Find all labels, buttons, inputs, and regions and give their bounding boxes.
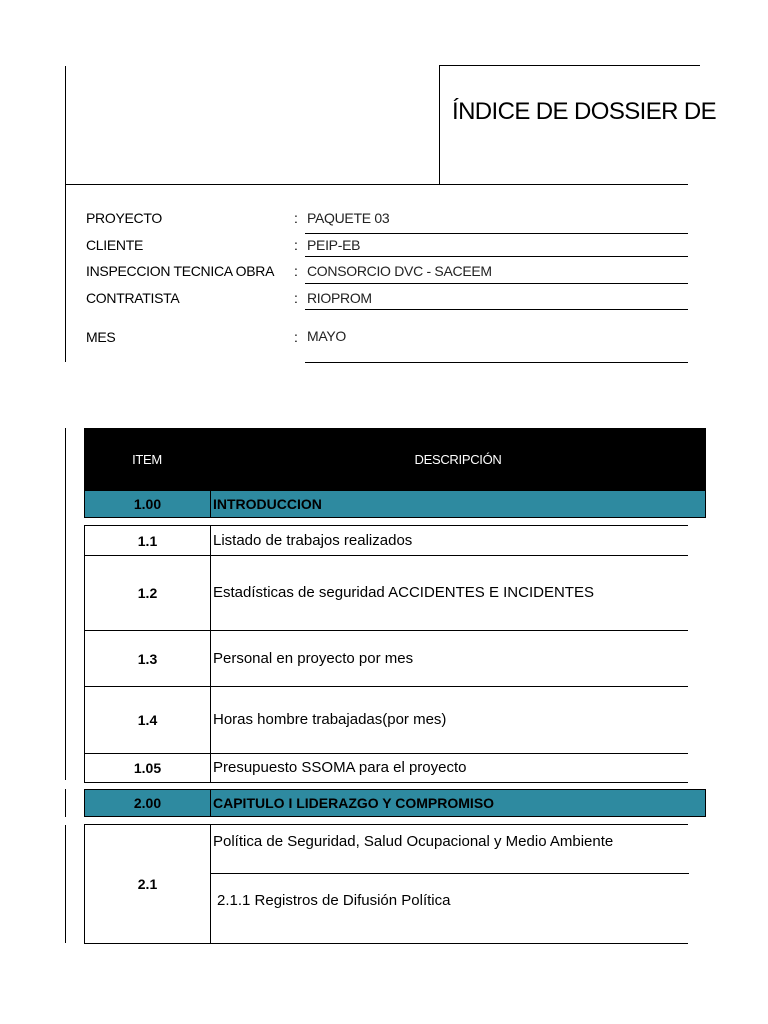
field-value-mes: MAYO xyxy=(307,328,346,344)
item-number: 2.1 xyxy=(137,876,158,892)
field-underline xyxy=(305,283,688,284)
item-number: 1.05 xyxy=(133,760,162,776)
table-row xyxy=(84,555,688,631)
item-number: 1.2 xyxy=(137,585,158,601)
field-underline xyxy=(305,362,688,363)
item-description: Presupuesto SSOMA para el proyecto xyxy=(213,759,467,776)
column-divider xyxy=(210,687,211,754)
table-row xyxy=(84,686,688,754)
section-title: CAPITULO I LIDERAZGO Y COMPROMISO xyxy=(213,795,495,811)
field-underline xyxy=(305,309,688,310)
item-description: Horas hombre trabajadas(por mes) xyxy=(213,711,447,728)
field-label-contratista: CONTRATISTA xyxy=(86,290,180,306)
section-number: 2.00 xyxy=(133,795,162,811)
item-description: Estadísticas de seguridad ACCIDENTES E INCIDENTES xyxy=(213,584,594,601)
field-value-inspeccion: CONSORCIO DVC - SACEEM xyxy=(307,263,492,279)
table-row xyxy=(84,824,688,944)
sub-row-divider xyxy=(211,873,689,874)
field-label-proyecto: PROYECTO xyxy=(86,210,162,226)
item-number: 1.3 xyxy=(137,651,158,667)
column-divider xyxy=(210,825,211,943)
field-value-cliente: PEIP-EB xyxy=(307,237,361,253)
field-colon: : xyxy=(294,237,298,253)
left-border-header xyxy=(65,66,66,362)
column-divider xyxy=(210,790,211,816)
table-row xyxy=(84,753,688,783)
item-sub-description: 2.1.1 Registros de Difusión Política xyxy=(217,892,451,909)
column-divider xyxy=(210,491,211,517)
field-colon: : xyxy=(294,290,298,306)
column-header-description: DESCRIPCIÓN xyxy=(414,452,502,467)
table-header xyxy=(84,428,706,491)
document-title: ÍNDICE DE DOSSIER DE xyxy=(452,98,717,125)
left-border-table xyxy=(65,825,66,943)
section-title: INTRODUCCION xyxy=(213,496,322,512)
section-number: 1.00 xyxy=(133,496,162,512)
field-colon: : xyxy=(294,263,298,279)
field-label-inspeccion: INSPECCION TECNICA OBRA xyxy=(86,263,275,279)
table-row xyxy=(84,630,688,687)
item-description: Listado de trabajos realizados xyxy=(213,532,413,549)
column-header-item: ITEM xyxy=(132,452,162,467)
table-row xyxy=(84,525,688,556)
item-number: 1.1 xyxy=(137,533,158,549)
item-number: 1.4 xyxy=(137,712,158,728)
column-divider xyxy=(210,526,211,556)
column-divider xyxy=(210,631,211,687)
field-colon: : xyxy=(294,329,298,345)
left-border-table xyxy=(65,789,66,817)
item-description: Personal en proyecto por mes xyxy=(213,650,414,667)
title-box xyxy=(439,65,717,185)
section-row xyxy=(84,789,706,817)
column-divider xyxy=(210,556,211,631)
item-description: Política de Seguridad, Salud Ocupacional y Medio Ambiente xyxy=(213,833,614,850)
field-value-contratista: RIOPROM xyxy=(307,290,372,306)
left-border-table xyxy=(65,428,66,780)
field-label-cliente: CLIENTE xyxy=(86,237,144,253)
field-underline xyxy=(305,256,688,257)
field-colon: : xyxy=(294,210,298,226)
column-divider xyxy=(210,754,211,782)
field-value-proyecto: PAQUETE 03 xyxy=(307,210,390,226)
section-row xyxy=(84,490,706,518)
field-label-mes: MES xyxy=(86,329,116,345)
field-underline xyxy=(305,233,688,234)
